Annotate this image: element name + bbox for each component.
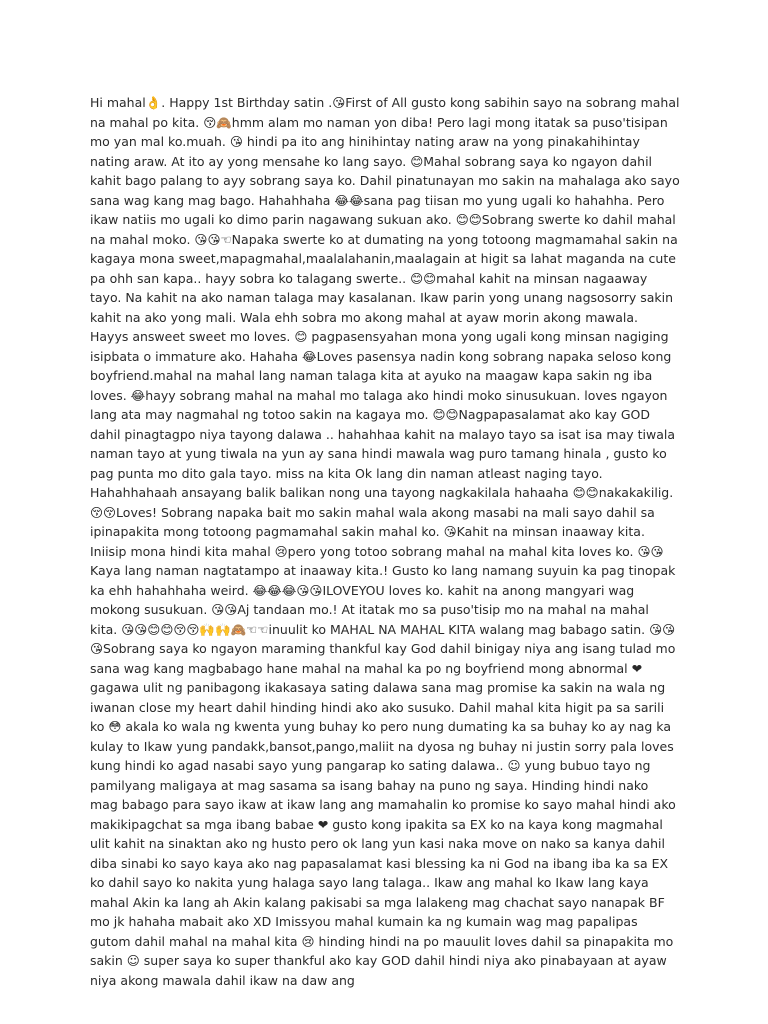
document-page bbox=[90, 93, 680, 990]
letter-paragraph: Hi mahal👌. Happy 1st Birthday satin .😘First of All gusto kong sabihin sayo na sobrang mahal na mahal po kita. 😚🙈hmm alam mo naman yon diba! Pero lagi mong itatak sa puso'tisipan mo yan mal ko.muah. 😘 hindi pa ito ang hinihintay nating araw na yong pinakahihintay nating araw. At ito ay yong mensahe ko lang sayo. 😊Mahal sobrang saya ko ngayon dahil kahit bago palang to ayy sobrang saya ko. Dahil pinatunayan mo sakin na mahalaga ako sayo sana wag kang mag bago. Hahahhaha 😂😂sana pag tiisan mo yung ugali ko hahahha. Pero ikaw natiis mo ugali ko dimo parin nagawang sukuan ako. 😊😊Sobrang swerte ko dahil mahal na mahal moko. 😘😘☜Napaka swerte ko at dumating na yong totoong magmamahal sakin na kagaya mona sweet,mapagmahal,maalalahanin,maalagain at higit sa lahat maganda na cute pa ohh san kapa.. hayy sobra ko talagang swerte.. 😊😊mahal kahit na minsan nagaaway tayo. Na kahit na ako naman talaga may kasalanan. Ikaw parin yong unang nagsosorry sakin kahit na ako yong mali. Wala ehh sobra mo akong mahal at ayaw morin akong mawala. Hayys answeet sweet mo loves. 😊 pagpasensyahan mona yong ugali kong minsan nagiging isipbata o immature ako. Hahaha 😂Loves pasensya nadin kong sobrang napaka seloso kong boyfriend.mahal na mahal lang naman talaga kita at ayuko na maagaw kapa sakin ng iba loves. 😂hayy sobrang mahal na mahal mo talaga ako hindi moko sinusukuan. loves ngayon lang ata may nagmahal ng totoo sakin na kagaya mo. 😊😊Nagpapasalamat ako kay GOD dahil pinagtagpo niya tayong dalawa .. hahahhaa kahit na malayo tayo sa isat isa may tiwala naman tayo at yung tiwala na yun ay sana hindi mawala wag puro tamang hinala , gusto ko pag punta mo dito gala tayo. miss na kita Ok lang din naman atleast naging tayo. Hahahhahaah ansayang balik balikan nong una tayong nagkakilala hahaaha 😊😊nakakakilig. 😚😚Loves! Sobrang napaka bait mo sakin mahal wala akong masabi na mali sayo dahil sa ipinapakita mong totoong pagmamahal sakin mahal ko. 😘Kahit na minsan inaaway kita. Iniisip mona hindi kita mahal 😢pero yong totoo sobrang mahal na mahal kita loves ko. 😘😘Kaya lang naman nagtatampo at inaaway kita.! Gusto ko lang namang suyuin ka pag tinopak ka ehh hahahhaha weird. 😂😂😂😘😘ILOVEYOU loves ko. kahit na anong mangyari wag mokong susukuan. 😘😘Aj tandaan mo.! At itatak mo sa puso'tisip mo na mahal na mahal kita. 😘😘😊😊😚😚🙌🙌🙈☜☜inuulit ko MAHAL NA MAHAL KITA walang mag babago satin. 😘😘😘Sobrang saya ko ngayon maraming thankful kay God dahil binigay niya ang isang tulad mo sana wag kang magbabago hane mahal na mahal ka po ng boyfriend mong abnormal ❤ gagawa ulit ng panibagong ikakasaya sating dalawa sana mag promise ka sakin na wala ng iwanan close my heart dahil hinding hindi ako ako susuko. Dahil mahal kita higit pa sa sarili ko 😳 akala ko wala ng kwenta yung buhay ko pero nung dumating ka sa buhay ko ay nag ka kulay to Ikaw yung pandakk,bansot,pango,maliit na dyosa ng buhay ni justin sorry pala loves kung hindi ko agad nasabi sayo yung pangarap ko sating dalawa.. ☺ yung bubuo tayo ng pamilyang maligaya at mag sasama sa isang bahay na puno ng saya. Hinding hindi nako mag babago para sayo ikaw at ikaw lang ang mamahalin ko promise ko sayo mahal hindi ako makikipagchat sa mga ibang babae ❤ gusto kong ipakita sa EX ko na kaya kong magmahal ulit kahit na sinaktan ako ng husto pero ok lang yun kasi naka move on nako sa kanya dahil diba sinabi ko sayo kaya ako nag papasalamat kasi blessing ka ni God na ibang iba ka sa EX ko dahil sayo ko nakita yung halaga sayo lang talaga.. Ikaw ang mahal ko Ikaw lang kaya mahal Akin ka lang ah Akin kalang pakisabi sa mga lalakeng mag chachat sayo nanapak BF mo jk hahaha mabait ako XD Imissyou mahal kumain ka ng kumain wag mag papalipas gutom dahil mahal na mahal kita 😢 hinding hindi na po mauulit loves dahil sa pinapakita mo sakin ☺ super saya ko super thankful ako kay GOD dahil hindi niya ako pinabayaan at ayaw niya akong mawala dahil ikaw na daw ang bbox=[90, 95, 680, 988]
